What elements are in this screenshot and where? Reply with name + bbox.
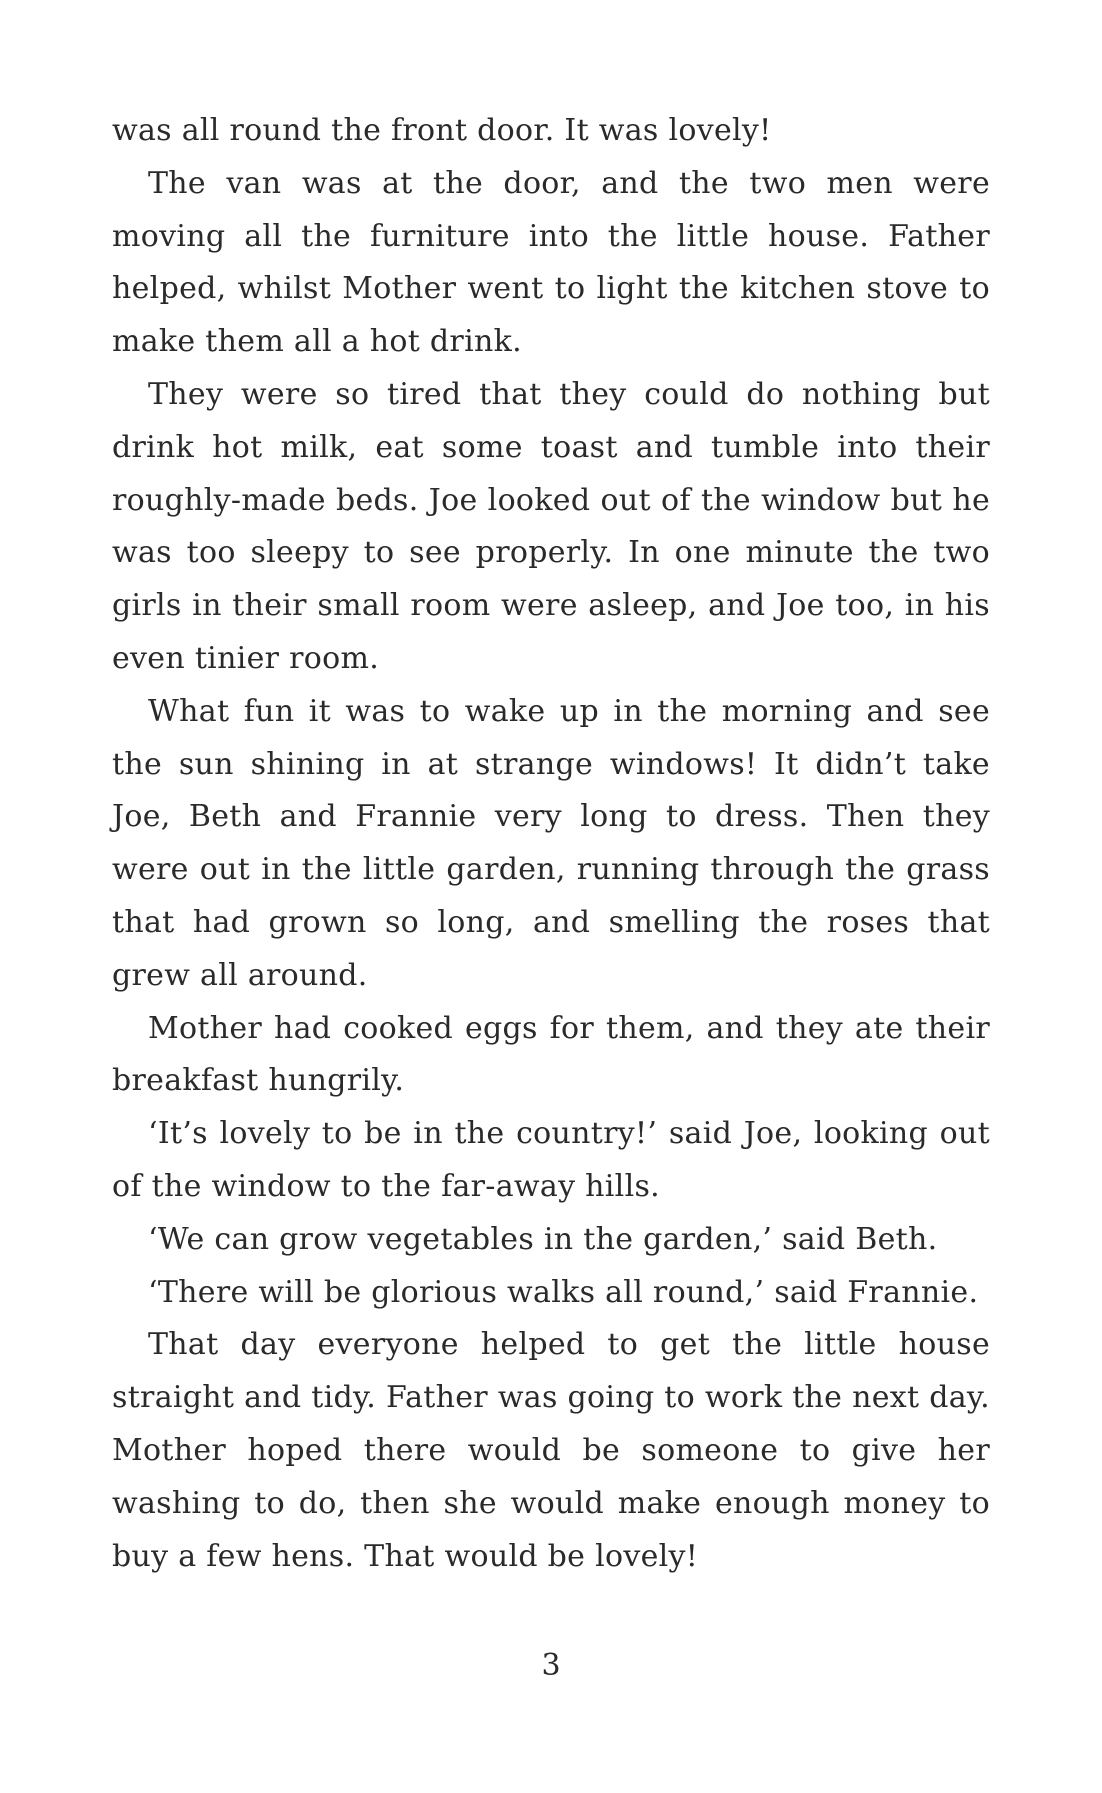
body-text [112,105,990,1583]
page-number: 3 [541,1648,561,1683]
paragraph: The van was at the door, and the two men were moving all the furniture into the little house. Father helped, whilst Mother went to light the kitchen stove to make them all a hot drink. [112,165,990,360]
paragraph: That day everyone helped to get the little house straight and tidy. Father was going to work the next day. Mother hoped there would be someone to give her washing to do, then she would make enough money to buy a few hens. That would be lovely! [112,1327,990,1574]
paragraph: They were so tired that they could do nothing but drink hot milk, eat some toast and tumble into their roughly-made beds. Joe looked out of the window but he was too sleepy to see properly. In one minute the two girls in their small room were asleep, and Joe too, in his even tinier room. [112,376,990,676]
paragraph: What fun it was to wake up in the morning and see the sun shining in at strange windows! It didn’t take Joe, Beth and Frannie very long to dress. Then they were out in the little garden, running through the grass that had grown so long, and smelling the roses that grew all around. [112,693,990,993]
paragraph-continuation: was all round the front door. It was lovely! [112,113,772,148]
paragraph: ‘We can grow vegetables in the garden,’ said Beth. [148,1221,938,1257]
paragraph: ‘There will be glorious walks all round,’ said Frannie. [148,1274,979,1310]
paragraph: ‘It’s lovely to be in the country!’ said Joe, looking out of the window to the far-away hills. [112,1116,990,1204]
paragraph: Mother had cooked eggs for them, and they ate their breakfast hungrily. [112,1010,990,1099]
